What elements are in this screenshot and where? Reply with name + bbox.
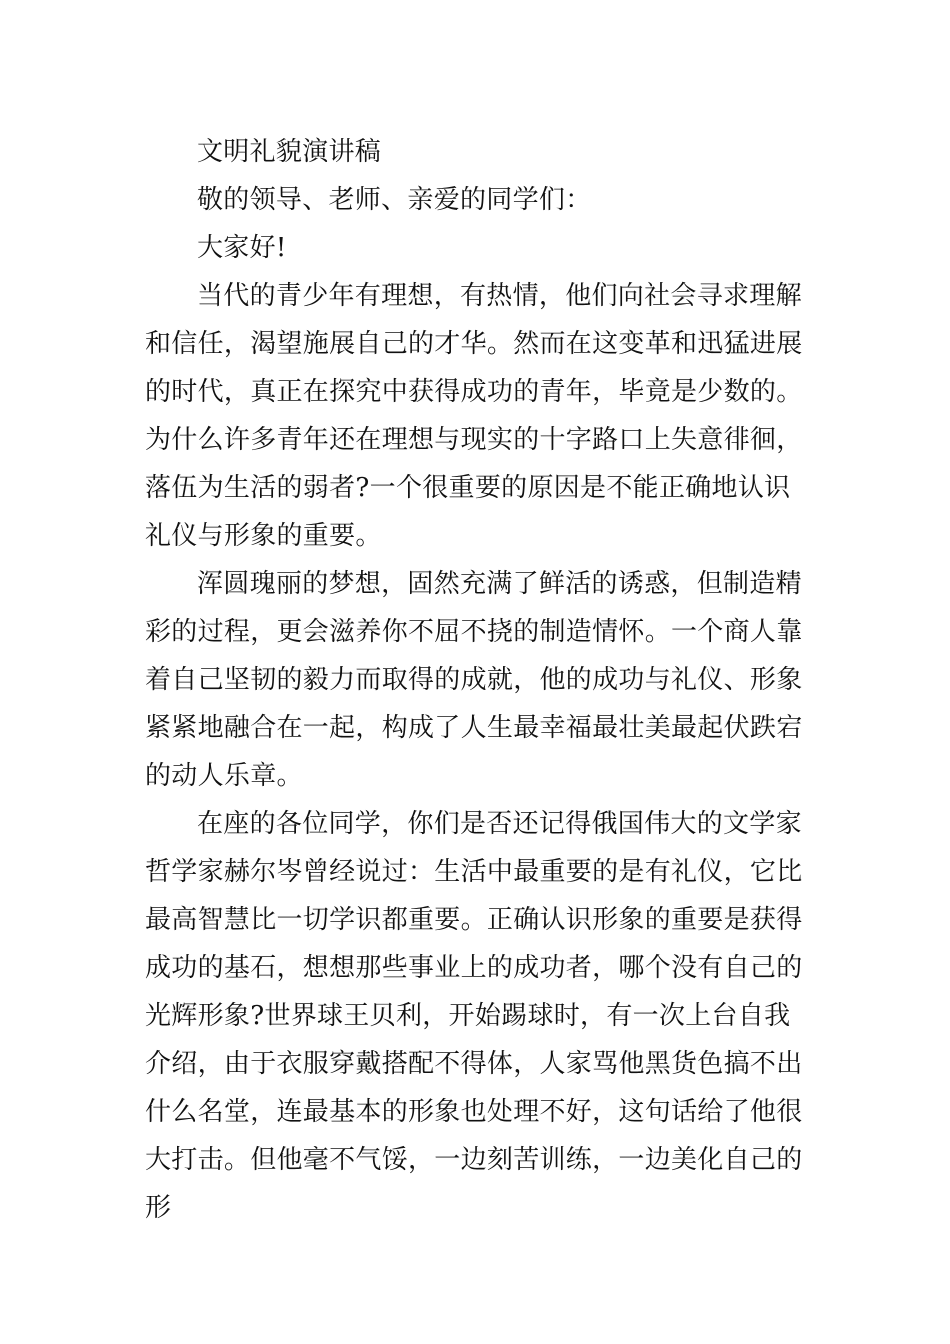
paragraph-2: 浑圆瑰丽的梦想，固然充满了鲜活的诱惑，但制造精彩的过程，更会滋养你不屈不挠的制造情怀。一个商人靠着自己坚韧的毅力而取得的成就，他的成功与礼仪、形象紧紧地融合在一起，构成了人生最幸福最壮美最起伏跌宕的动人乐章。 (145, 569, 803, 791)
paragraph-1: 当代的青少年有理想，有热情，他们向社会寻求理解和信任，渴望施展自己的才华。然而在这变革和迅猛进展的时代，真正在探究中获得成功的青年，毕竟是少数的。为什么许多青年还在理想与现实的十字路口上失意徘徊，落伍为生活的弱者?一个很重要的原因是不能正确地认识礼仪与形象的重要。 (145, 281, 803, 551)
speech-body (145, 128, 807, 1232)
greeting-line: 大家好! (197, 233, 287, 263)
document-title: 文明礼貌演讲稿 (197, 137, 382, 167)
paragraph-3: 在座的各位同学，你们是否还记得俄国伟大的文学家哲学家赫尔岑曾经说过：生活中最重要的是有礼仪，它比最高智慧比一切学识都重要。正确认识形象的重要是获得成功的基石，想想那些事业上的成功者，哪个没有自己的光辉形象?世界球王贝利，开始踢球时，有一次上台自我介绍，由于衣服穿戴搭配不得体，人家骂他黑货色搞不出什么名堂，连最基本的形象也处理不好，这句话给了他很大打击。但他毫不气馁，一边刻苦训练，一边美化自己的形 (145, 809, 803, 1223)
salutation-line: 敬的领导、老师、亲爱的同学们： (197, 185, 592, 215)
